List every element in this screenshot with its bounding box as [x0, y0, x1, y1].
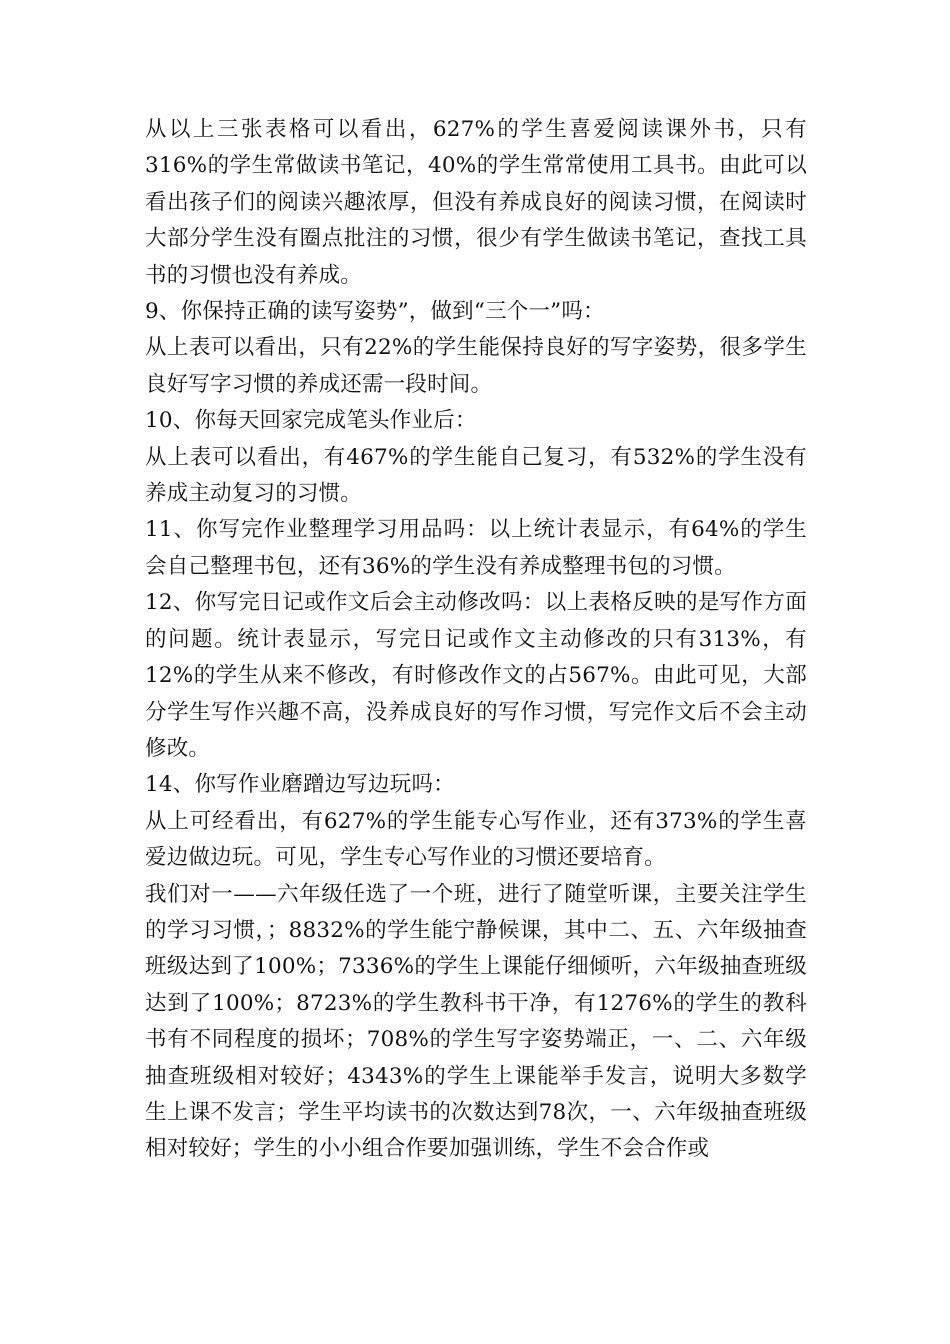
question-9-heading: 9、你保持正确的读写姿势”，做到“三个一”吗： — [145, 299, 605, 325]
paragraph-focus-homework: 从上可经看出，有627%的学生能专心写作业，还有373%的学生喜爱边做边玩。可见，学生专心写作业的习惯还要培育。 — [145, 808, 807, 871]
paragraph-review-habit: 从上表可以看出，有467%的学生能自己复习，有532%的学生没有养成主动复习的习惯。 — [145, 444, 807, 507]
paragraph-classroom-observation: 我们对一——六年级任选了一个班，进行了随堂听课，主要关注学生的学习习惯，；8832%的学生能宁静候课，其中二、五、六年级抽查班级达到了100%；7336%的学生上课能仔细倾听，六年级抽查班级达到了100%；8723%的学生教科书干净，有1276%的学生的教科书有不同程度的损坏；708%的学生写字姿势端正，一、二、六年级抽查班级相对较好；4343%的学生上课能举手发言，说明大多数学生上课不发言；学生平均读书的次数达到78次，一、六年级抽查班级相对较好；学生的小小组合作要加强训练，学生不会合作或 — [145, 881, 807, 1162]
paragraph-reading-summary: 从以上三张表格可以看出，627%的学生喜爱阅读课外书，只有316%的学生常做读书笔记，40%的学生常常使用工具书。由此可以看出孩子们的阅读兴趣浓厚，但没有养成良好的阅读习惯，在阅读时大部分学生没有圈点批注的习惯，很少有学生做读书笔记，查找工具书的习惯也没有养成。 — [145, 117, 807, 288]
paragraph-writing-posture: 从上表可以看出，只有22%的学生能保持良好的写字姿势，很多学生良好写字习惯的养成还需一段时间。 — [145, 335, 807, 397]
question-14-heading: 14、你写作业磨蹭边写边玩吗： — [145, 772, 455, 798]
document-page — [145, 112, 807, 1168]
question-10-heading: 10、你每天回家完成笔头作业后： — [145, 408, 477, 434]
paragraph-question-11: 11、你写完作业整理学习用品吗：以上统计表显示，有64%的学生会自己整理书包，还有36%的学生没有养成整理书包的习惯。 — [145, 517, 807, 579]
paragraph-question-12: 12、你写完日记或作文后会主动修改吗：以上表格反映的是写作方面的问题。统计表显示，写完日记或作文主动修改的只有313%，有12%的学生从来不修改，有时修改作文的占567%。由此可见，大部分学生写作兴趣不高，没养成良好的写作习惯，写完作文后不会主动修改。 — [145, 590, 807, 761]
